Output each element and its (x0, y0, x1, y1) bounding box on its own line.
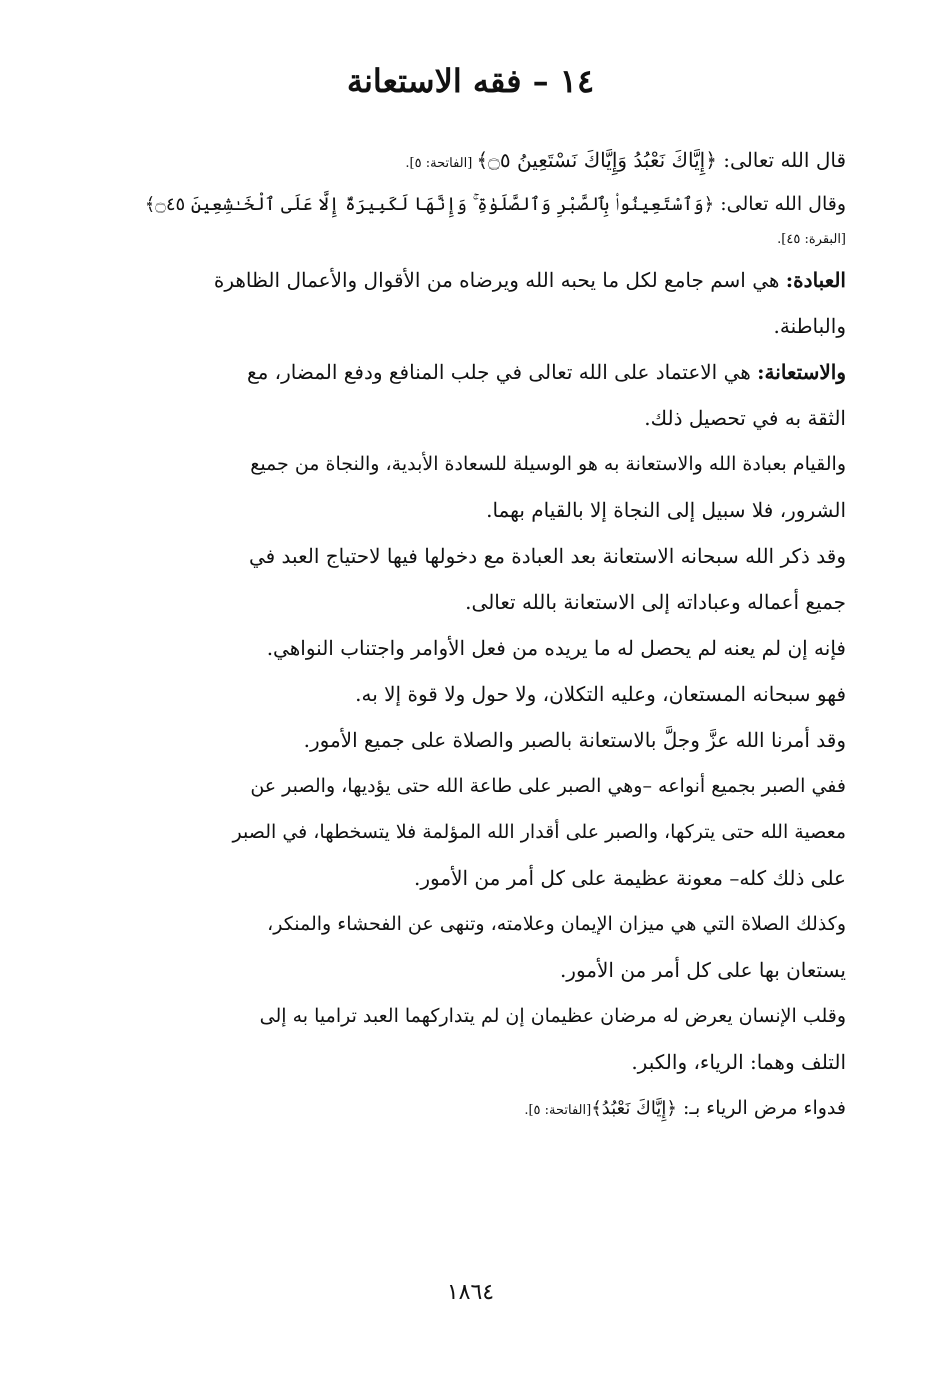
paragraph-line: معصية الله حتى يتركها، والصبر على أقدار الله المؤلمة فلا يتسخطها، في الصبر (232, 821, 846, 843)
definition-text: هي اسم جامع لكل ما يحبه الله ويرضاه من الأقوال والأعمال الظاهرة (213, 268, 786, 292)
definition-text: هي الاعتماد على الله تعالى في جلب المنافع ودفع المضار، مع (246, 360, 758, 384)
paragraph-line: ففي الصبر بجميع أنواعه –وهي الصبر على طاعة الله حتى يؤديها، والصبر عن (250, 775, 846, 797)
paragraph-line: على ذلك كله– معونة عظيمة على كل أمر من الأمور. (414, 866, 846, 890)
paragraph-text: فدواء مرض الرياء بـ: (676, 1097, 846, 1119)
quran-verse: ﴿وَٱسْتَعِينُوا۟ بِٱلصَّبْرِ وَٱلصَّلَوٰةِ ۚ وَإِنَّهَا لَكَبِيرَةٌ إِلَّا عَلَى ٱلْخَـٰشِعِينَ ۝٤٥﴾ (144, 194, 715, 215)
paragraph-line (81, 1085, 846, 1134)
page-body (81, 140, 846, 1134)
paragraph-line: الشرور، فلا سبيل إلى النجاة إلا بالقيام بهما. (486, 498, 846, 522)
paragraph-line: يستعان بها على كل أمر من الأمور. (559, 958, 846, 982)
paragraph-line: فهو سبحانه المستعان، وعليه التكلان، ولا حول ولا قوة إلا به. (355, 682, 846, 706)
paragraph-line: وقد ذكر الله سبحانه الاستعانة بعد العبادة مع دخولها فيها لاحتياج العبد في (248, 544, 846, 568)
paragraph-line (81, 349, 846, 395)
definition-term: العبادة: (785, 268, 846, 292)
paragraph-line: وقلب الإنسان يعرض له مرضان عظيمان إن لم يتداركهما العبد تراميا به إلى (259, 1005, 846, 1027)
verse-reference: [الفاتحة: ٥]. (405, 156, 477, 171)
verse-reference: [البقرة: ٤٥]. (777, 232, 846, 247)
paragraph-line: وكذلك الصلاة التي هي ميزان الإيمان وعلامته، وتنهى عن الفحشاء والمنكر، (267, 913, 846, 935)
paragraph-line: التلف وهما: الرياء، والكبر. (631, 1050, 846, 1074)
paragraph-line: والقيام بعبادة الله والاستعانة به هو الوسيلة للسعادة الأبدية، والنجاة من جميع (250, 453, 846, 475)
paragraph-line: الثقة به في تحصيل ذلك. (644, 406, 846, 430)
page-number: ١٨٦٤ (446, 1280, 495, 1305)
paragraph-line: وقد أمرنا الله عزَّ وجلَّ بالاستعانة بالصبر والصلاة على جميع الأمور. (303, 728, 846, 752)
definition-term: والاستعانة: (757, 360, 846, 384)
paragraph-line: فإنه إن لم يعنه لم يحصل له ما يريده من فعل الأوامر واجتناب النواهي. (266, 636, 846, 660)
paragraph-line (81, 257, 846, 303)
verse-line-2 (81, 184, 846, 225)
verse-line-1 (81, 140, 846, 184)
verse-intro: قال الله تعالى: (716, 148, 846, 172)
chapter-title: ١٤ – فقه الاستعانة (346, 62, 595, 100)
verse-intro: وقال الله تعالى: (714, 193, 846, 215)
paragraph-line: جميع أعماله وعباداته إلى الاستعانة بالله تعالى. (465, 590, 846, 614)
quran-verse: ﴿إِيَّاكَ نَعْبُدُ﴾ (591, 1098, 677, 1119)
quran-verse: ﴿إِيَّاكَ نَعْبُدُ وَإِيَّاكَ نَسْتَعِينُ ۝٥﴾ (476, 148, 717, 172)
paragraph-line: والباطنة. (773, 314, 846, 338)
verse-reference: [الفاتحة: ٥]. (524, 1103, 592, 1118)
